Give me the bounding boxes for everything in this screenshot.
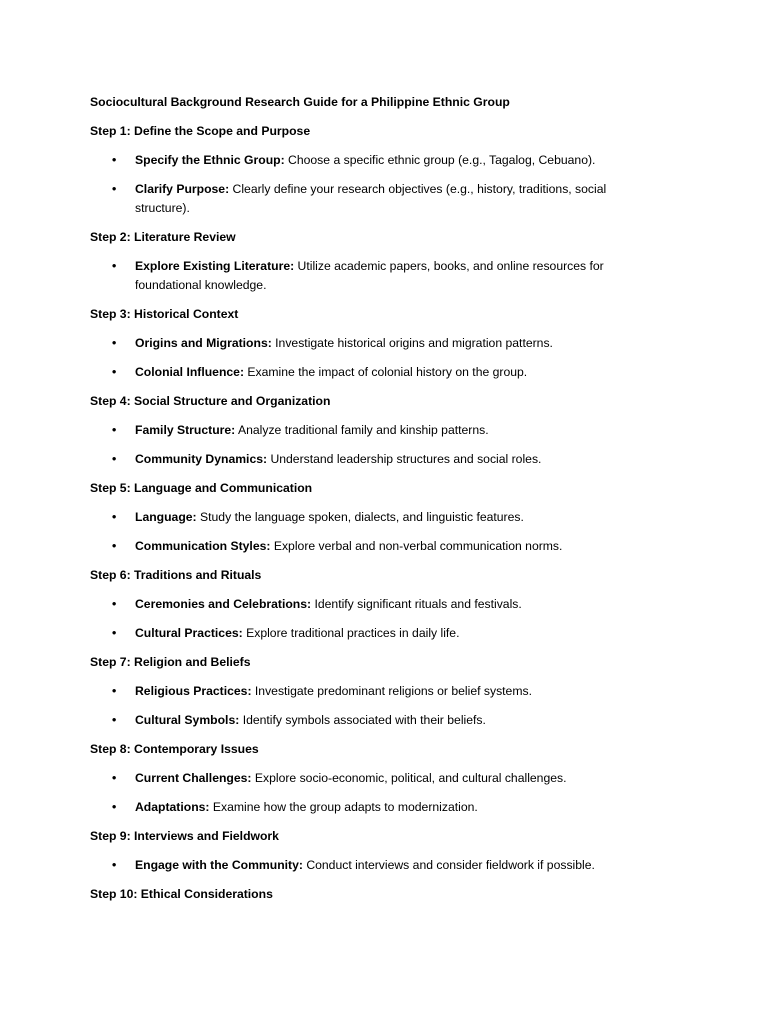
bullet-item <box>90 151 650 170</box>
step-section <box>90 479 650 556</box>
bullet-icon: • <box>112 452 117 466</box>
document-title: Sociocultural Background Research Guide for a Philippine Ethnic Group <box>90 95 510 109</box>
bullet-item <box>90 450 650 469</box>
bullet-item <box>90 856 650 875</box>
step-heading: Step 8: Contemporary Issues <box>90 742 259 756</box>
bullet-item <box>90 537 650 556</box>
step-heading: Step 9: Interviews and Fieldwork <box>90 829 279 843</box>
bullet-item <box>90 363 650 382</box>
bullet-text: Explore verbal and non-verbal communication norms. <box>273 539 563 553</box>
step-heading: Step 3: Historical Context <box>90 307 239 321</box>
step-section <box>90 740 650 817</box>
bullet-term: Current Challenges: <box>135 771 252 785</box>
bullet-icon: • <box>112 365 117 379</box>
bullet-text: Utilize academic papers, books, and online resources for foundational knowledge. <box>135 259 604 292</box>
step-heading: Step 6: Traditions and Rituals <box>90 568 262 582</box>
bullet-item <box>90 595 650 614</box>
bullet-text: Analyze traditional family and kinship patterns. <box>237 423 489 437</box>
bullet-term: Religious Practices: <box>135 684 252 698</box>
bullet-term: Explore Existing Literature: <box>135 259 295 273</box>
bullet-icon: • <box>112 684 117 698</box>
bullet-icon: • <box>112 423 117 437</box>
bullet-icon: • <box>112 713 117 727</box>
bullet-text: Investigate historical origins and migration patterns. <box>275 336 553 350</box>
bullet-text: Identify significant rituals and festivals. <box>314 597 522 611</box>
bullet-icon: • <box>112 153 117 167</box>
bullet-item <box>90 421 650 440</box>
bullet-text: Conduct interviews and consider fieldwork if possible. <box>306 858 595 872</box>
bullet-list <box>90 682 650 730</box>
bullet-list <box>90 334 650 382</box>
bullet-item <box>90 798 650 817</box>
bullet-item <box>90 711 650 730</box>
step-heading: Step 2: Literature Review <box>90 230 236 244</box>
step-section <box>90 122 650 218</box>
bullet-item <box>90 180 650 218</box>
bullet-text: Identify symbols associated with their beliefs. <box>242 713 486 727</box>
bullet-item <box>90 334 650 353</box>
step-section <box>90 827 650 875</box>
bullet-icon: • <box>112 336 117 350</box>
bullet-term: Ceremonies and Celebrations: <box>135 597 312 611</box>
bullet-term: Origins and Migrations: <box>135 336 272 350</box>
bullet-list <box>90 856 650 875</box>
bullet-text: Investigate predominant religions or belief systems. <box>254 684 532 698</box>
bullet-icon: • <box>112 771 117 785</box>
steps-container <box>90 122 650 904</box>
bullet-list <box>90 769 650 817</box>
bullet-icon: • <box>112 597 117 611</box>
bullet-list <box>90 421 650 469</box>
bullet-term: Cultural Practices: <box>135 626 243 640</box>
bullet-text: Examine the impact of colonial history on the group. <box>247 365 528 379</box>
bullet-term: Adaptations: <box>135 800 210 814</box>
bullet-item <box>90 624 650 643</box>
bullet-term: Specify the Ethnic Group: <box>135 153 285 167</box>
bullet-term: Community Dynamics: <box>135 452 268 466</box>
step-heading: Step 1: Define the Scope and Purpose <box>90 124 311 138</box>
step-section <box>90 885 650 904</box>
step-section <box>90 392 650 469</box>
bullet-term: Engage with the Community: <box>135 858 303 872</box>
bullet-icon: • <box>112 858 117 872</box>
bullet-item <box>90 257 650 295</box>
bullet-text: Study the language spoken, dialects, and linguistic features. <box>200 510 524 524</box>
step-heading: Step 7: Religion and Beliefs <box>90 655 251 669</box>
bullet-list <box>90 508 650 556</box>
bullet-text: Understand leadership structures and social roles. <box>270 452 542 466</box>
bullet-term: Language: <box>135 510 197 524</box>
step-section <box>90 566 650 643</box>
step-section <box>90 305 650 382</box>
bullet-term: Clarify Purpose: <box>135 182 230 196</box>
bullet-icon: • <box>112 259 117 273</box>
bullet-term: Family Structure: <box>135 423 236 437</box>
bullet-list <box>90 151 650 218</box>
bullet-icon: • <box>112 800 117 814</box>
bullet-term: Colonial Influence: <box>135 365 245 379</box>
bullet-icon: • <box>112 182 117 196</box>
bullet-term: Cultural Symbols: <box>135 713 240 727</box>
bullet-list <box>90 257 650 295</box>
bullet-item <box>90 682 650 701</box>
step-heading: Step 4: Social Structure and Organization <box>90 394 331 408</box>
bullet-icon: • <box>112 539 117 553</box>
bullet-text: Explore traditional practices in daily life. <box>246 626 460 640</box>
step-heading: Step 10: Ethical Considerations <box>90 887 273 901</box>
step-heading: Step 5: Language and Communication <box>90 481 313 495</box>
bullet-item <box>90 508 650 527</box>
bullet-text: Explore socio-economic, political, and cultural challenges. <box>254 771 567 785</box>
document-page <box>90 93 650 914</box>
bullet-icon: • <box>112 510 117 524</box>
bullet-item <box>90 769 650 788</box>
bullet-text: Examine how the group adapts to modernization. <box>212 800 478 814</box>
step-section <box>90 228 650 295</box>
bullet-text: Choose a specific ethnic group (e.g., Tagalog, Cebuano). <box>288 153 596 167</box>
bullet-text: Clearly define your research objectives (e.g., history, traditions, social structure). <box>135 182 607 215</box>
step-section <box>90 653 650 730</box>
bullet-term: Communication Styles: <box>135 539 271 553</box>
bullet-list <box>90 595 650 643</box>
bullet-icon: • <box>112 626 117 640</box>
